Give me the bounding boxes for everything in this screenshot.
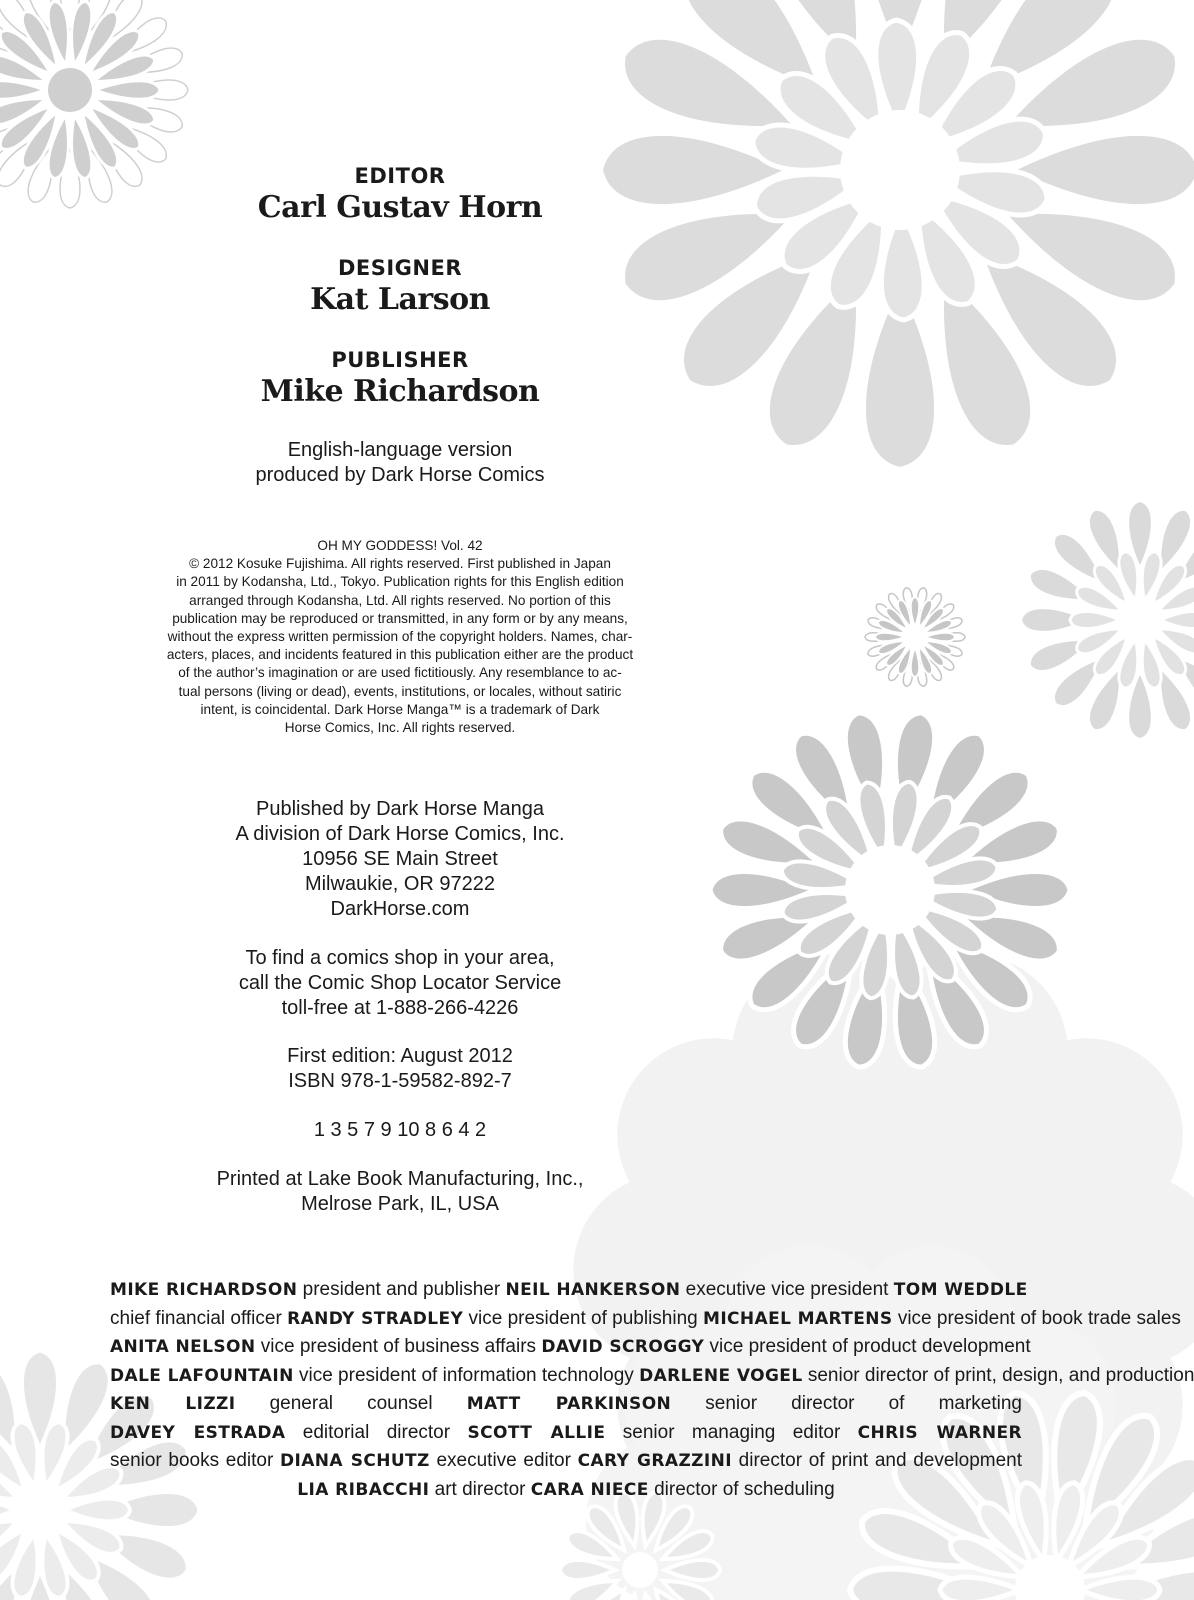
text-line: produced by Dark Horse Comics [255, 464, 545, 486]
copyright-line: publication may be reproduced or transmitted, in any form or by any means, [172, 610, 628, 626]
staff-title: art director [434, 1478, 526, 1500]
staff-title: senior managing editor [622, 1421, 841, 1443]
copyright-line: without the express written permission of the copyright holders. Names, char- [167, 629, 633, 645]
copyright-line: intent, is coincidental. Dark Horse Manga™ is a trademark of Dark [200, 701, 600, 717]
copyright-line: in 2011 by Kodansha, Ltd., Tokyo. Publication rights for this English edition [176, 574, 624, 590]
staff-name: DALE LAFOUNTAIN [110, 1365, 294, 1386]
credit-publisher [140, 347, 660, 411]
credit-role: PUBLISHER [331, 348, 469, 372]
staff-line [110, 1333, 1031, 1362]
credit-name: Kat Larson [310, 282, 490, 317]
staff-name: MIKE RICHARDSON [110, 1280, 298, 1300]
staff-name: CHRIS WARNER [857, 1422, 1023, 1443]
isbn-line: ISBN 978-1-59582-892-7 [288, 1070, 512, 1092]
staff-name: KEN LIZZI [110, 1394, 236, 1414]
staff-name: CARY GRAZZINI [577, 1451, 732, 1471]
staff-name: MATT PARKINSON [466, 1394, 672, 1414]
staff-title: vice president of business affairs [260, 1336, 537, 1357]
credit-name: Mike Richardson [260, 374, 540, 409]
staff-name: TOM WEDDLE [893, 1280, 1028, 1300]
address-line: 10956 SE Main Street [302, 848, 498, 870]
staff-line [110, 1390, 1022, 1419]
staff-name: NEIL HANKERSON [505, 1280, 681, 1300]
english-version-note [140, 438, 660, 488]
edition-line: First edition: August 2012 [287, 1045, 513, 1067]
staff-line [110, 1305, 1181, 1334]
staff-name: DIANA SCHUTZ [280, 1451, 430, 1471]
text-line: English-language version [287, 439, 513, 461]
staff-title: director of scheduling [654, 1478, 835, 1500]
staff-name: MICHAEL MARTENS [703, 1308, 893, 1329]
staff-title: president and publisher [302, 1279, 501, 1300]
copyright-line: Horse Comics, Inc. All rights reserved. [284, 720, 516, 736]
staff-name: DARLENE VOGEL [639, 1365, 803, 1386]
staff-title: executive vice president [685, 1279, 889, 1300]
staff-title: executive editor [436, 1450, 571, 1471]
address-line: Milwaukie, OR 97222 [304, 873, 496, 895]
staff-title: editorial director [302, 1421, 451, 1443]
text-line: call the Comic Shop Locator Service [238, 972, 562, 994]
staff-title: vice president of product development [709, 1336, 1031, 1357]
staff-line [110, 1447, 1022, 1476]
text-line: toll-free at 1-888-266-4226 [281, 997, 519, 1019]
publisher-address [140, 797, 660, 922]
staff-line [110, 1419, 1022, 1448]
staff-line [110, 1476, 1022, 1505]
copyright-line: OH MY GODDESS! Vol. 42 [317, 538, 483, 553]
printing-line: 1 3 5 7 9 10 8 6 4 2 [313, 1119, 487, 1141]
text-line: To find a comics shop in your area, [245, 947, 555, 969]
edition-info [140, 1044, 660, 1094]
credit-role: DESIGNER [337, 256, 463, 280]
staff-name: LIA RIBACCHI [297, 1479, 430, 1500]
staff-line [110, 1276, 1028, 1305]
text-line: Melrose Park, IL, USA [301, 1193, 499, 1215]
copyright-line: acters, places, and incidents featured in this publication either are the product [166, 647, 634, 663]
staff-title: director of print and development [738, 1450, 1023, 1471]
address-line: DarkHorse.com [330, 898, 470, 920]
staff-title: vice president of book trade sales [897, 1307, 1181, 1329]
credit-name: Carl Gustav Horn [257, 190, 543, 225]
printing-number-line [140, 1118, 660, 1143]
staff-name: CARA NIECE [530, 1479, 649, 1500]
staff-name: SCOTT ALLIE [467, 1422, 606, 1443]
staff-name: RANDY STRADLEY [287, 1308, 464, 1329]
staff-title: senior director of print, design, and production [807, 1364, 1194, 1386]
printer-info [140, 1167, 660, 1217]
staff-title: chief financial officer [110, 1307, 282, 1329]
staff-name: DAVID SCROGGY [541, 1337, 705, 1357]
credit-designer [140, 255, 660, 319]
staff-name: ANITA NELSON [110, 1337, 256, 1357]
address-line: Published by Dark Horse Manga [256, 798, 544, 820]
address-line: A division of Dark Horse Comics, Inc. [235, 823, 565, 845]
staff-title: senior director of marketing [705, 1393, 1022, 1414]
staff-title: senior books editor [110, 1450, 274, 1471]
staff-title: vice president of publishing [468, 1307, 698, 1329]
credit-editor [140, 163, 660, 227]
staff-name: DAVEY ESTRADA [110, 1422, 286, 1443]
copyright-line: arranged through Kodansha, Ltd. All rights reserved. No portion of this [189, 592, 611, 608]
copyright-line: tual persons (living or dead), events, institutions, or locales, without satiric [178, 683, 622, 699]
staff-title: vice president of information technology [298, 1364, 634, 1386]
shop-locator-note [140, 946, 660, 1021]
credit-role: EDITOR [354, 164, 446, 188]
staff-list [110, 1276, 1194, 1504]
copyright-line: of the author’s imagination or are used fictitiously. Any resemblance to ac- [178, 665, 622, 681]
copyright-line: © 2012 Kosuke Fujishima. All rights reserved. First published in Japan [189, 556, 611, 572]
text-line: Printed at Lake Book Manufacturing, Inc., [216, 1168, 584, 1190]
staff-line [110, 1362, 1194, 1391]
copyright-notice [140, 537, 660, 737]
staff-title: general counsel [269, 1393, 433, 1414]
